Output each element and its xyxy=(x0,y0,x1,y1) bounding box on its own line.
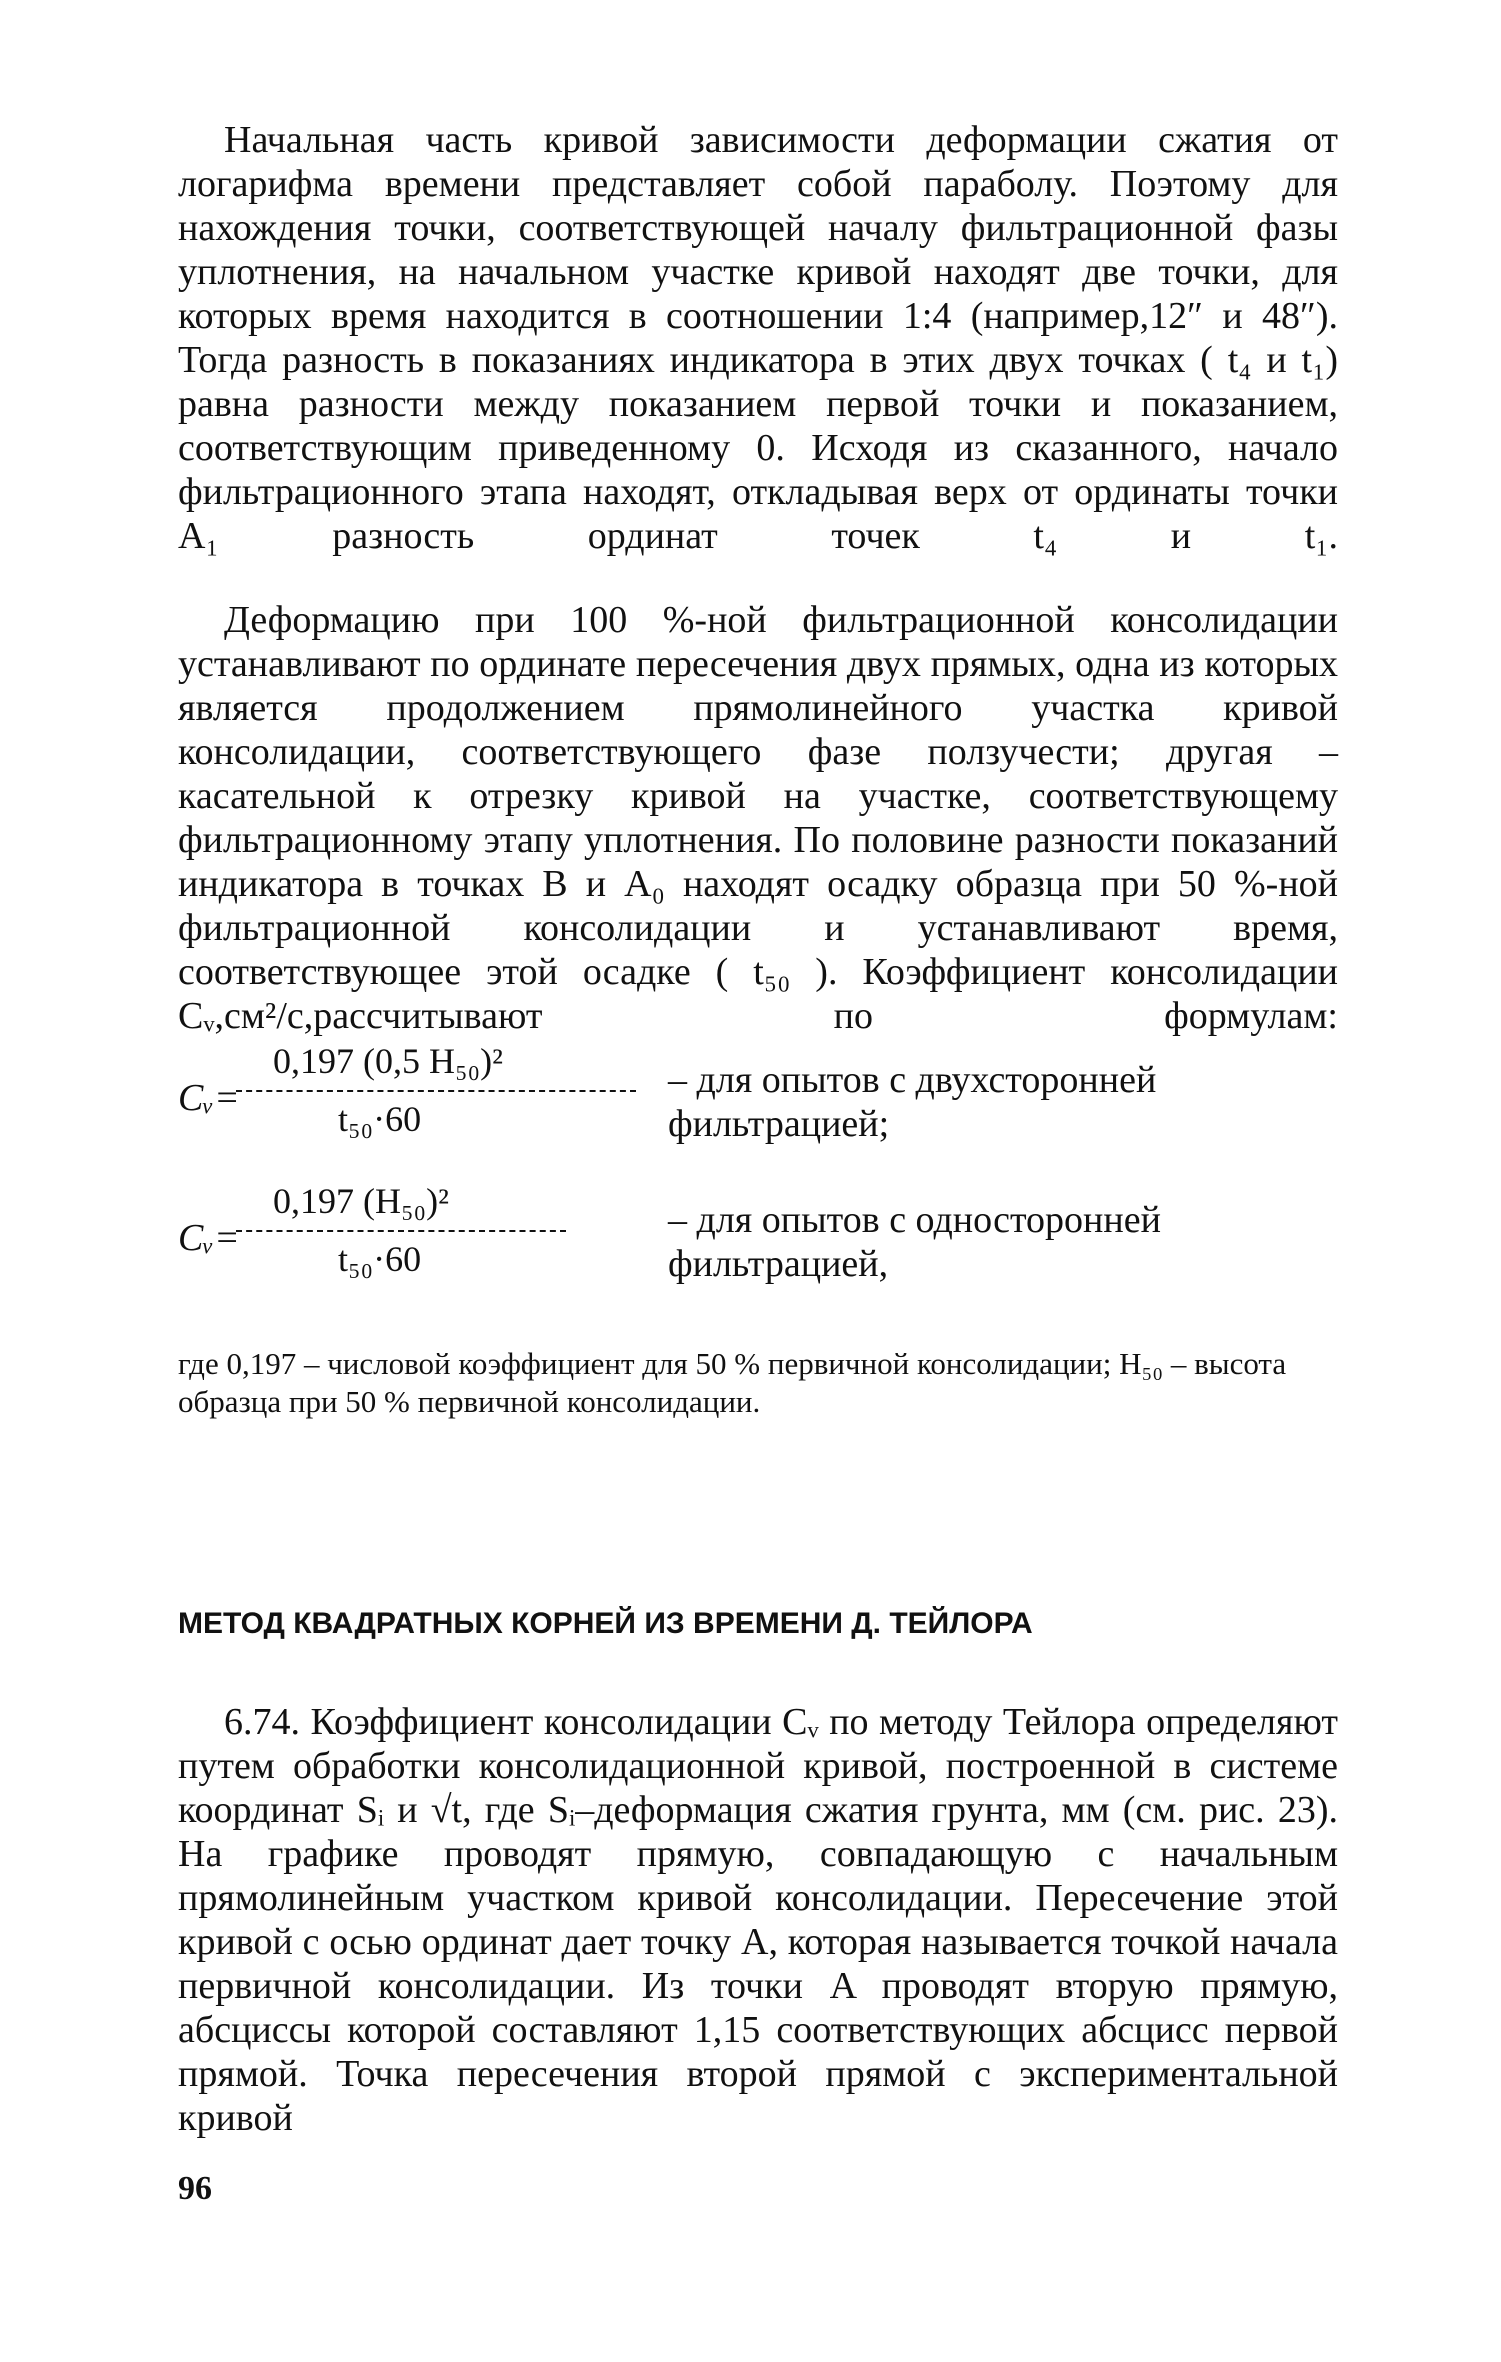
formula-denominator: t₅₀·60 xyxy=(338,1239,422,1279)
section-heading: МЕТОД КВАДРАТНЫХ КОРНЕЙ ИЗ ВРЕМЕНИ Д. ТЕЙЛОРА xyxy=(178,1607,1033,1640)
formula-description: – для опытов с двухсторонней фильтрацией; xyxy=(668,1059,1157,1145)
page-number: 96 xyxy=(178,2170,212,2207)
formula-lhs: Cᵥ= xyxy=(178,1217,240,1259)
formula-note: где 0,197 – числовой коэффициент для 50 % первичной консолидации; H₅₀ – высота образца при 50 % первичной консолидации. xyxy=(178,1346,1287,1419)
paragraph-deformation: Деформацию при 100 %-ной фильтрационной консолидации устанавливают по ординате пересечения двух прямых, одна из которых является продолжением прямолинейного участка кривой консолидации, соответствующего фазе ползучести; другая – касательной к отрезку кривой на участке, соответствующему фильтрационному этапу уплотнения. По половине разности показаний индикатора в точках B и A₀ находят осадку образца при 50 %-ной фильтрационной консолидации и устанавливают время, соответствующее этой осадке ( t₅₀ ). Коэффициент консолидации Cᵥ,см²/c,рассчитывают по формулам: xyxy=(178,599,1338,1037)
formula-lhs: Cᵥ= xyxy=(178,1077,240,1119)
fraction-bar xyxy=(236,1230,566,1232)
formula-one-sided xyxy=(178,1180,1338,1300)
formula-denominator: t₅₀·60 xyxy=(338,1099,422,1139)
formula-numerator: 0,197 (0,5 H₅₀)² xyxy=(273,1041,503,1081)
paragraph-parabola: Начальная часть кривой зависимости деформации сжатия от логарифма времени представляет собой параболу. Поэтому для нахождения точки, соответствующей началу фильтрационной фазы уплотнения, на начальном участке кривой находят две точки, для которых время находится в соотношении 1:4 (например,12″ и 48″). Тогда разность в показаниях индикатора в этих двух точках ( t₄ и t₁) равна разности между показанием первой точки и показанием, соответствующим приведенному 0. Исходя из сказанного, начало фильтрационного этапа находят, откладывая верх от ординаты точки A₁ разность ординат точек t₄ и t₁. xyxy=(178,119,1338,557)
fraction-bar xyxy=(236,1090,636,1092)
formula-description: – для опытов с односторонней фильтрацией, xyxy=(668,1199,1161,1285)
formula-two-sided xyxy=(178,1040,1338,1160)
formula-numerator: 0,197 (H₅₀)² xyxy=(273,1181,449,1221)
paragraph-taylor-method: 6.74. Коэффициент консолидации Cᵥ по методу Тейлора определяют путем обработки консолидационной кривой, построенной в системе координат Sᵢ и √t, где Sᵢ–деформация сжатия грунта, мм (см. рис. 23). На графике проводят прямую, совпадающую с начальным прямолинейным участком кривой консолидации. Пересечение этой кривой с осью ординат дает точку A, которая называется точкой начала первичной консолидации. Из точки A проводят вторую прямую, абсциссы которой составляют 1,15 соответствующих абсцисс первой прямой. Точка пересечения второй прямой с экспериментальной кривой xyxy=(178,1701,1338,2139)
